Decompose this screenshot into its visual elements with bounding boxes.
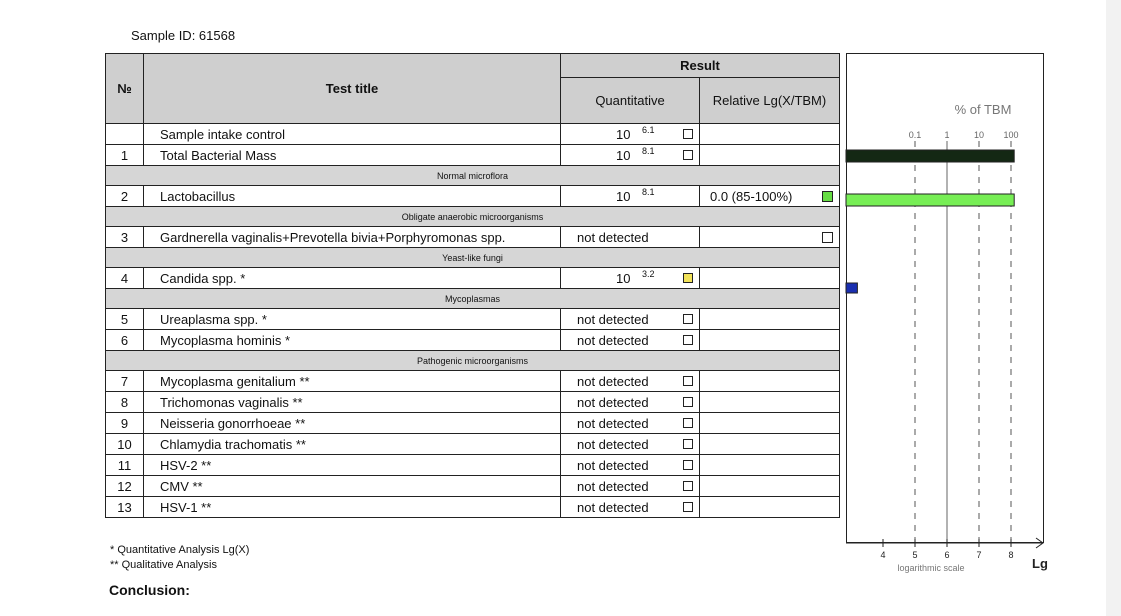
status-box-icon xyxy=(683,439,693,449)
test-title: HSV-2 ** xyxy=(144,455,561,476)
relative-cell xyxy=(700,371,840,392)
relative-cell xyxy=(700,330,840,351)
status-box-icon xyxy=(683,314,693,324)
table-row xyxy=(106,371,840,392)
col-header-quantitative: Quantitative xyxy=(561,78,700,124)
status-box-icon xyxy=(683,460,693,470)
table-row xyxy=(106,434,840,455)
x-axis-label: Lg xyxy=(1032,556,1048,571)
quantitative-text: not detected xyxy=(577,333,649,348)
results-table xyxy=(105,53,840,518)
table-row xyxy=(106,268,840,289)
quantitative-cell xyxy=(561,268,700,289)
status-box-icon xyxy=(683,129,693,139)
row-number: 13 xyxy=(106,497,144,518)
test-title: CMV ** xyxy=(144,476,561,497)
section-title: Yeast-like fungi xyxy=(106,248,840,268)
test-title: HSV-1 ** xyxy=(144,497,561,518)
table-row xyxy=(106,186,840,207)
x-sub-label: logarithmic scale xyxy=(897,563,965,573)
table-row xyxy=(106,124,840,145)
status-box-icon xyxy=(683,376,693,386)
relative-cell xyxy=(700,392,840,413)
section-row xyxy=(106,248,840,268)
quantitative-cell xyxy=(561,434,700,455)
row-number: 2 xyxy=(106,186,144,207)
relative-cell xyxy=(700,309,840,330)
quantitative-base: 10 xyxy=(616,148,631,163)
status-box-icon xyxy=(683,397,693,407)
relative-cell xyxy=(700,476,840,497)
quantitative-exponent: 3.2 xyxy=(642,269,655,279)
quantitative-cell xyxy=(561,392,700,413)
x-tick-label: 8 xyxy=(1008,550,1014,560)
status-box-icon xyxy=(822,232,833,243)
row-number: 6 xyxy=(106,330,144,351)
test-title: Trichomonas vaginalis ** xyxy=(144,392,561,413)
quantitative-cell xyxy=(561,309,700,330)
status-box-icon xyxy=(822,191,833,202)
status-box-icon xyxy=(683,273,693,283)
chart-title: % of TBM xyxy=(954,102,1012,117)
top-tick-label: 0.1 xyxy=(908,130,922,140)
row-number: 9 xyxy=(106,413,144,434)
table-row xyxy=(106,309,840,330)
status-box-icon xyxy=(683,502,693,512)
x-tick-label: 5 xyxy=(912,550,918,560)
section-title: Mycoplasmas xyxy=(106,289,840,309)
quantitative-cell xyxy=(561,124,700,145)
relative-cell xyxy=(700,268,840,289)
quantitative-base: 10 xyxy=(616,127,631,142)
row-number: 8 xyxy=(106,392,144,413)
status-box-icon xyxy=(683,150,693,160)
quantitative-cell xyxy=(561,371,700,392)
quantitative-text: not detected xyxy=(577,416,649,431)
table-row xyxy=(106,392,840,413)
footnote-quantitative: * Quantitative Analysis Lg(X) xyxy=(110,544,250,556)
quantitative-text: not detected xyxy=(577,500,649,515)
test-title: Mycoplasma genitalium ** xyxy=(144,371,561,392)
table-row xyxy=(106,145,840,166)
quantitative-text: not detected xyxy=(577,479,649,494)
relative-cell xyxy=(700,145,840,166)
status-box-icon xyxy=(683,418,693,428)
relative-text: 0.0 (85-100%) xyxy=(710,189,793,204)
top-tick-label: 10 xyxy=(973,130,985,140)
relative-cell xyxy=(700,497,840,518)
quantitative-exponent: 8.1 xyxy=(642,146,655,156)
quantitative-text: not detected xyxy=(577,437,649,452)
row-number: 7 xyxy=(106,371,144,392)
section-row xyxy=(106,351,840,371)
quantitative-cell xyxy=(561,476,700,497)
row-number: 10 xyxy=(106,434,144,455)
test-title: Mycoplasma hominis * xyxy=(144,330,561,351)
row-number: 5 xyxy=(106,309,144,330)
quantitative-cell xyxy=(561,186,700,207)
row-number: 4 xyxy=(106,268,144,289)
quantitative-cell xyxy=(561,145,700,166)
test-title: Lactobacillus xyxy=(144,186,561,207)
quantitative-text: not detected xyxy=(577,395,649,410)
quantitative-cell xyxy=(561,227,700,248)
quantitative-text: not detected xyxy=(577,374,649,389)
tbm-chart-svg xyxy=(846,53,1076,583)
col-header-no: № xyxy=(106,54,144,124)
row-number: 11 xyxy=(106,455,144,476)
chart-bar xyxy=(846,150,1014,162)
row-number xyxy=(106,124,144,145)
row-number: 1 xyxy=(106,145,144,166)
relative-cell xyxy=(700,186,840,207)
page-edge xyxy=(1106,0,1121,616)
quantitative-base: 10 xyxy=(616,189,631,204)
footnotes xyxy=(110,543,249,573)
test-title: Chlamydia trachomatis ** xyxy=(144,434,561,455)
footnote-qualitative: ** Qualitative Analysis xyxy=(110,559,217,571)
test-title: Neisseria gonorrhoeae ** xyxy=(144,413,561,434)
col-header-title: Test title xyxy=(144,54,561,124)
quantitative-cell xyxy=(561,413,700,434)
test-title: Sample intake control xyxy=(144,124,561,145)
relative-cell xyxy=(700,413,840,434)
tbm-chart xyxy=(846,53,1048,573)
test-title: Gardnerella vaginalis+Prevotella bivia+Porphyromonas spp. xyxy=(144,227,561,248)
quantitative-base: 10 xyxy=(616,271,631,286)
test-title: Candida spp. * xyxy=(144,268,561,289)
results-body xyxy=(106,124,840,518)
row-number: 12 xyxy=(106,476,144,497)
quantitative-text: not detected xyxy=(577,458,649,473)
relative-cell xyxy=(700,124,840,145)
test-title: Total Bacterial Mass xyxy=(144,145,561,166)
quantitative-cell xyxy=(561,497,700,518)
top-tick-label: 100 xyxy=(1003,130,1019,140)
table-row xyxy=(106,413,840,434)
section-title: Pathogenic microorganisms xyxy=(106,351,840,371)
table-row xyxy=(106,455,840,476)
col-header-result: Result xyxy=(561,54,840,78)
status-box-icon xyxy=(683,335,693,345)
quantitative-exponent: 6.1 xyxy=(642,125,655,135)
quantitative-text: not detected xyxy=(577,230,649,245)
col-header-relative: Relative Lg(X/TBM) xyxy=(700,78,840,124)
status-box-icon xyxy=(683,481,693,491)
table-row xyxy=(106,330,840,351)
section-title: Normal microflora xyxy=(106,166,840,186)
section-title: Obligate anaerobic microorganisms xyxy=(106,207,840,227)
sample-id: Sample ID: 61568 xyxy=(131,28,236,43)
quantitative-text: not detected xyxy=(577,312,649,327)
table-row xyxy=(106,227,840,248)
quantitative-exponent: 8.1 xyxy=(642,187,655,197)
chart-bar xyxy=(846,283,857,293)
x-tick-label: 7 xyxy=(976,550,982,560)
relative-cell xyxy=(700,227,840,248)
section-row xyxy=(106,207,840,227)
relative-cell xyxy=(700,434,840,455)
top-tick-label: 1 xyxy=(944,130,950,140)
row-number: 3 xyxy=(106,227,144,248)
section-row xyxy=(106,166,840,186)
table-row xyxy=(106,476,840,497)
conclusion-label: Conclusion: xyxy=(109,582,190,598)
chart-bar xyxy=(846,194,1014,206)
test-title: Ureaplasma spp. * xyxy=(144,309,561,330)
quantitative-cell xyxy=(561,455,700,476)
table-row xyxy=(106,497,840,518)
x-tick-label: 6 xyxy=(944,550,950,560)
quantitative-cell xyxy=(561,330,700,351)
section-row xyxy=(106,289,840,309)
relative-cell xyxy=(700,455,840,476)
x-tick-label: 4 xyxy=(880,550,886,560)
